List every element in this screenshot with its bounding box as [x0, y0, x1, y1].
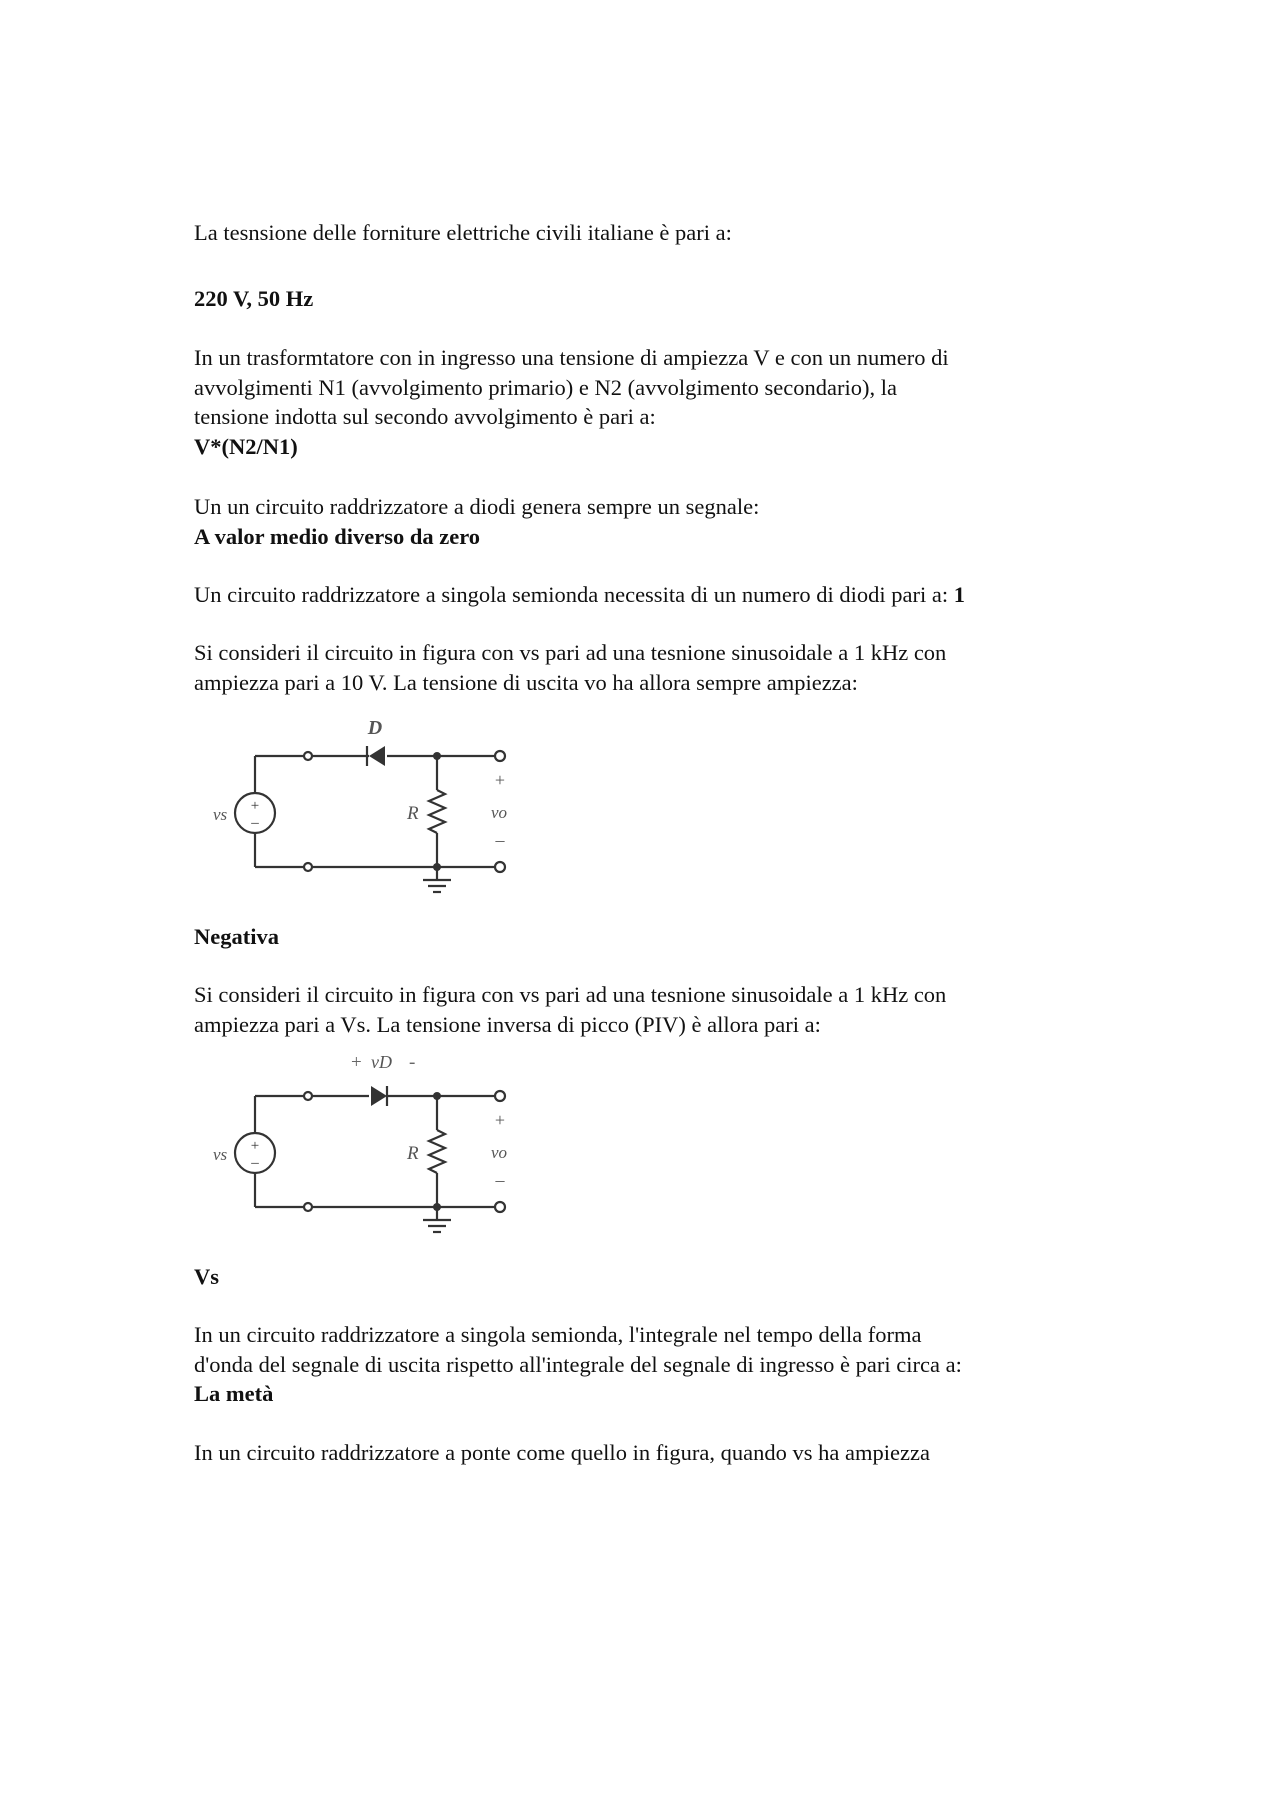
source-plus-label: + — [250, 1138, 260, 1154]
resistor-label: R — [407, 803, 419, 824]
question-line: tensione indotta sul secondo avvolgimento è pari a: — [194, 404, 656, 429]
question-text-body: Un circuito raddrizzatore a singola semionda necessita di un numero di diodi pari a: — [194, 582, 949, 607]
answer-text: La metà — [194, 1381, 274, 1406]
question-text: Un un circuito raddrizzatore a diodi genera sempre un segnale: — [194, 494, 760, 519]
output-label: vo — [491, 803, 508, 822]
question-line: In un trasformtatore con in ingresso una tensione di ampiezza V e con un numero di — [194, 345, 949, 370]
question-3 — [194, 492, 1154, 551]
question-text — [194, 580, 1194, 610]
question-1 — [194, 218, 1154, 248]
output-plus-label: + — [494, 770, 506, 790]
answer-text: Negativa — [194, 924, 279, 949]
answer-text: 1 — [953, 582, 966, 607]
answer-6 — [194, 1262, 1154, 1292]
source-label: vs — [213, 1145, 228, 1164]
answer-text: Vs — [194, 1264, 220, 1289]
question-line: avvolgimenti N1 (avvolgimento primario) e N2 (avvolgimento secondario), la — [194, 374, 897, 400]
output-plus-label: + — [494, 1110, 506, 1130]
question-text: In un circuito raddrizzatore a ponte come quello in figura, quando vs ha ampiezza — [194, 1440, 930, 1465]
answer-text: 220 V, 50 Hz — [194, 286, 314, 311]
question-text: La tesnsione delle forniture elettriche civili italiane è pari a: — [194, 220, 732, 245]
question-8 — [194, 1438, 1154, 1468]
diode-minus-label: - — [409, 1052, 416, 1073]
question-line: ampiezza pari a 10 V. La tensione di uscita vo ha allora sempre ampiezza: — [194, 669, 858, 695]
question-line: Si consideri il circuito in figura con vs pari ad una tesnione sinusoidale a 1 kHz con — [194, 640, 947, 665]
question-line: Si consideri il circuito in figura con vs pari ad una tesnione sinusoidale a 1 kHz con — [194, 982, 947, 1007]
diode-voltage-label: vD — [371, 1052, 392, 1072]
output-minus-label: – — [495, 1170, 505, 1190]
question-4 — [194, 580, 1194, 610]
circuit-figure-2 — [205, 1050, 525, 1250]
diode-label: D — [367, 717, 383, 739]
question-line: ampiezza pari a Vs. La tensione inversa di picco (PIV) è allora pari a: — [194, 1011, 821, 1037]
diode-plus-label: + — [351, 1052, 362, 1073]
question-2 — [194, 343, 1154, 461]
circuit-figure-1 — [205, 710, 525, 910]
answer-text: V*(N2/N1) — [194, 433, 298, 459]
answer-1 — [194, 284, 1154, 314]
question-line: In un circuito raddrizzatore a singola semionda, l'integrale nel tempo della forma — [194, 1322, 922, 1347]
output-minus-label: – — [495, 830, 505, 850]
answer-text: A valor medio diverso da zero — [194, 523, 481, 549]
answer-5 — [194, 922, 1154, 952]
question-5 — [194, 638, 1154, 697]
resistor-label: R — [407, 1143, 419, 1164]
output-label: vo — [491, 1143, 508, 1162]
question-7 — [194, 1320, 1194, 1409]
source-minus-label: – — [251, 1155, 259, 1171]
question-line: d'onda del segnale di uscita rispetto all'integrale del segnale di ingresso è pari circa a: — [194, 1351, 962, 1377]
source-plus-label: + — [250, 798, 260, 814]
question-6 — [194, 980, 1154, 1039]
source-label: vs — [213, 805, 228, 824]
source-minus-label: – — [251, 815, 259, 831]
